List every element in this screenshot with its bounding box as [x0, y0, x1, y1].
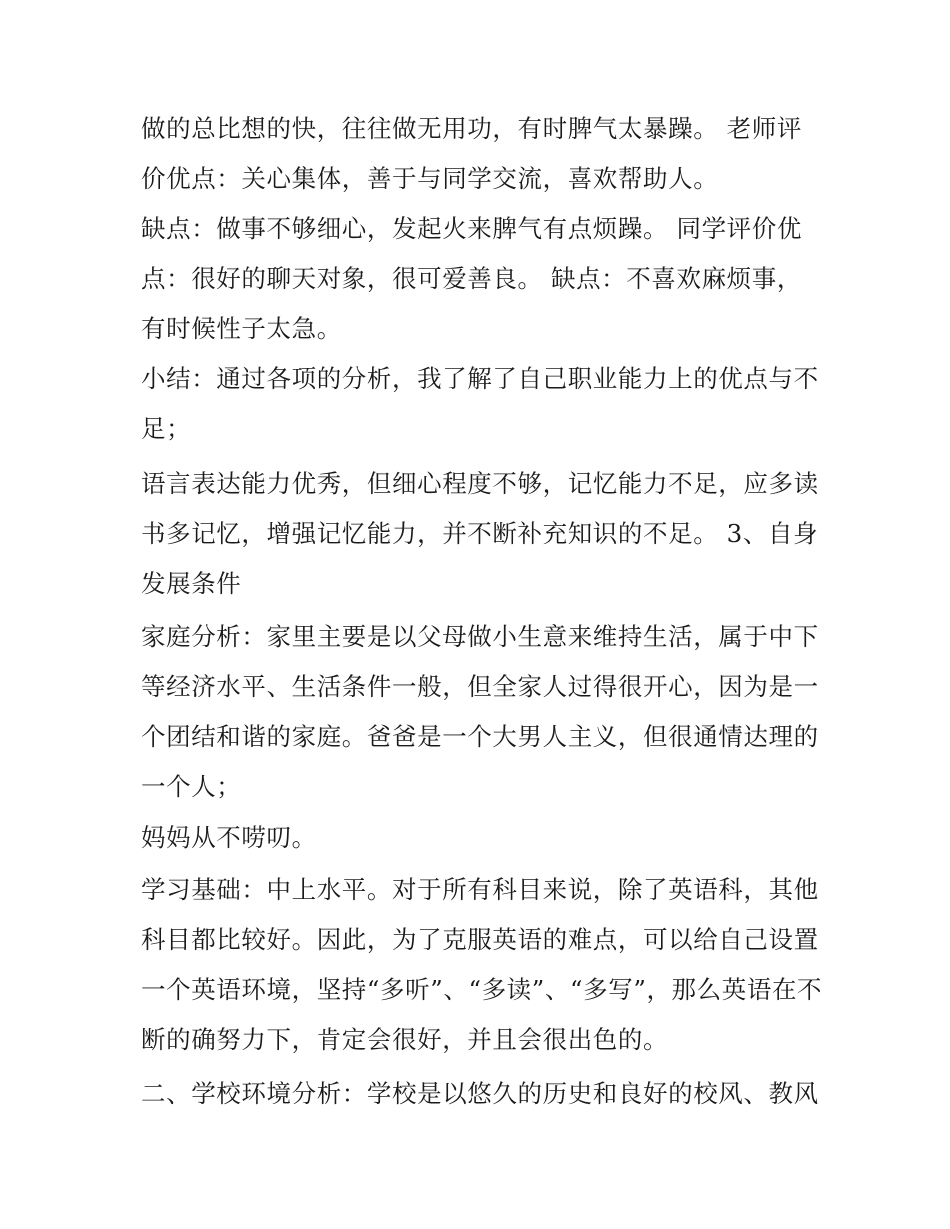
text-line: 断的确努力下，肯定会很好，并且会很出色的。 — [141, 1025, 669, 1054]
text-line: 妈妈从不唠叨。 — [141, 823, 317, 852]
text-line: 足； — [141, 414, 192, 443]
text-line: 科目都比较好。因此，为了克服英语的难点，可以给自己设置 — [141, 925, 819, 954]
text-line: 小结：通过各项的分析，我了解了自己职业能力上的优点与不 — [141, 364, 819, 393]
text-line: 语言表达能力优秀，但细心程度不够，记忆能力不足，应多读 — [141, 469, 819, 498]
text-line: 家庭分析：家里主要是以父母做小生意来维持生活，属于中下 — [141, 622, 819, 651]
text-line: 书多记忆，增强记忆能力，并不断补充知识的不足。 3、自身 — [141, 519, 819, 548]
text-line: 有时候性子太急。 — [141, 314, 342, 343]
text-line: 一个英语环境，坚持“多听”、“多读”、“多写”，那么英语在不 — [141, 975, 823, 1004]
text-line: 等经济水平、生活条件一般，但全家人过得很开心，因为是一 — [141, 672, 819, 701]
text-line: 发展条件 — [141, 569, 242, 598]
text-line: 缺点：做事不够细心，发起火来脾气有点烦躁。 同学评价优 — [141, 214, 802, 243]
text-line: 学习基础：中上水平。对于所有科目来说，除了英语科，其他 — [141, 875, 819, 904]
text-line: 个团结和谐的家庭。爸爸是一个大男人主义，但很通情达理的 — [141, 722, 819, 751]
text-line: 二、学校环境分析：学校是以悠久的历史和良好的校风、教风 — [141, 1079, 819, 1108]
text-line: 价优点：关心集体，善于与同学交流，喜欢帮助人。 — [141, 164, 719, 193]
text-line: 点：很好的聊天对象，很可爱善良。 缺点：不喜欢麻烦事， — [141, 264, 802, 293]
text-line: 一个人； — [141, 772, 242, 801]
text-line: 做的总比想的快，往往做无用功，有时脾气太暴躁。 老师评 — [141, 114, 802, 143]
